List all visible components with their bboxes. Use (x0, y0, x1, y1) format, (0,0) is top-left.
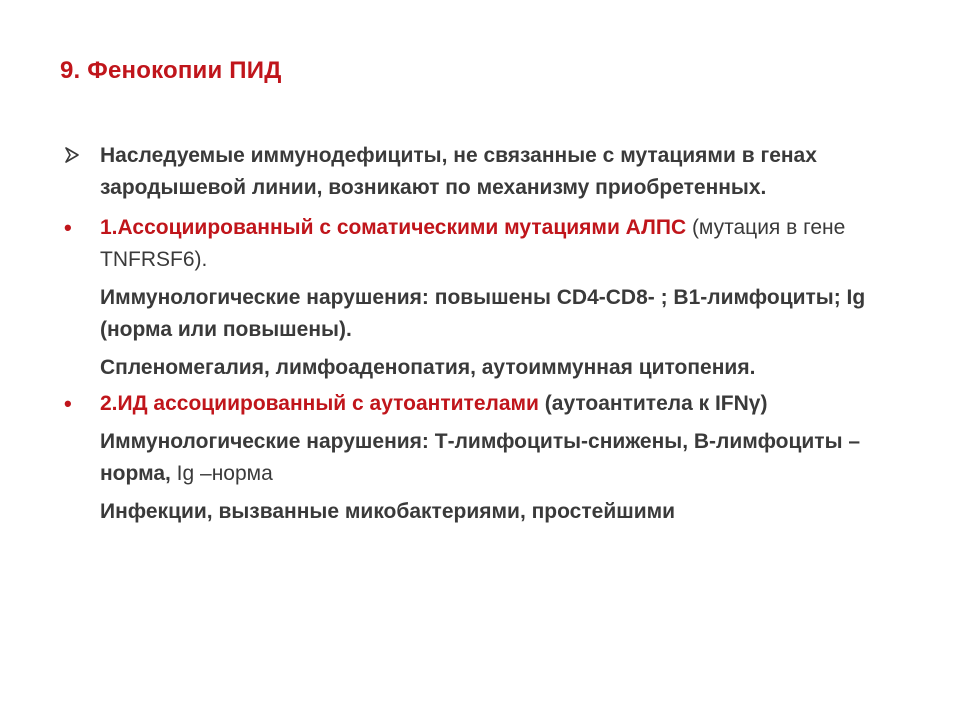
autoantibody-immunology-bold: Иммунологические нарушения: Т-лимфоциты-снижены, В-лимфоциты – норма, (100, 430, 861, 485)
alps-heading: 1.Ассоциированный с соматическими мутациями АЛПС (100, 216, 687, 239)
bullet-dot: • (64, 215, 72, 240)
autoantibody-immunology (60, 426, 900, 490)
autoantibody-immunology-ig: Ig –норма (176, 462, 273, 485)
intro-item (60, 140, 900, 204)
alps-note: (мутация в гене TNFRSF6). (100, 216, 846, 271)
alps-clinical: Спленомегалия, лимфоаденопатия, аутоиммунная цитопения. (100, 356, 756, 379)
list-item-autoantibodies (60, 388, 900, 420)
alps-immunology: Иммунологические нарушения: повышены CD4-CD8- ; В1-лимфоциты; Ig (норма или повышены). (100, 286, 866, 341)
autoantibody-heading: 2.ИД ассоциированный с аутоантителами (100, 392, 539, 415)
slide-content (60, 140, 900, 528)
autoantibody-infections: Инфекции, вызванные микобактериями, простейшими (100, 500, 676, 523)
slide-title: 9. Фенокопии ПИД (60, 57, 282, 84)
bullet-dot: • (64, 391, 72, 416)
intro-text: Наследуемые иммунодефициты, не связанные с мутациями в генах зародышевой линии, возникают по механизму приобретенных. (100, 144, 817, 199)
list-item-alps (60, 212, 900, 276)
autoantibody-note: (аутоантитела к IFNγ) (538, 392, 768, 415)
